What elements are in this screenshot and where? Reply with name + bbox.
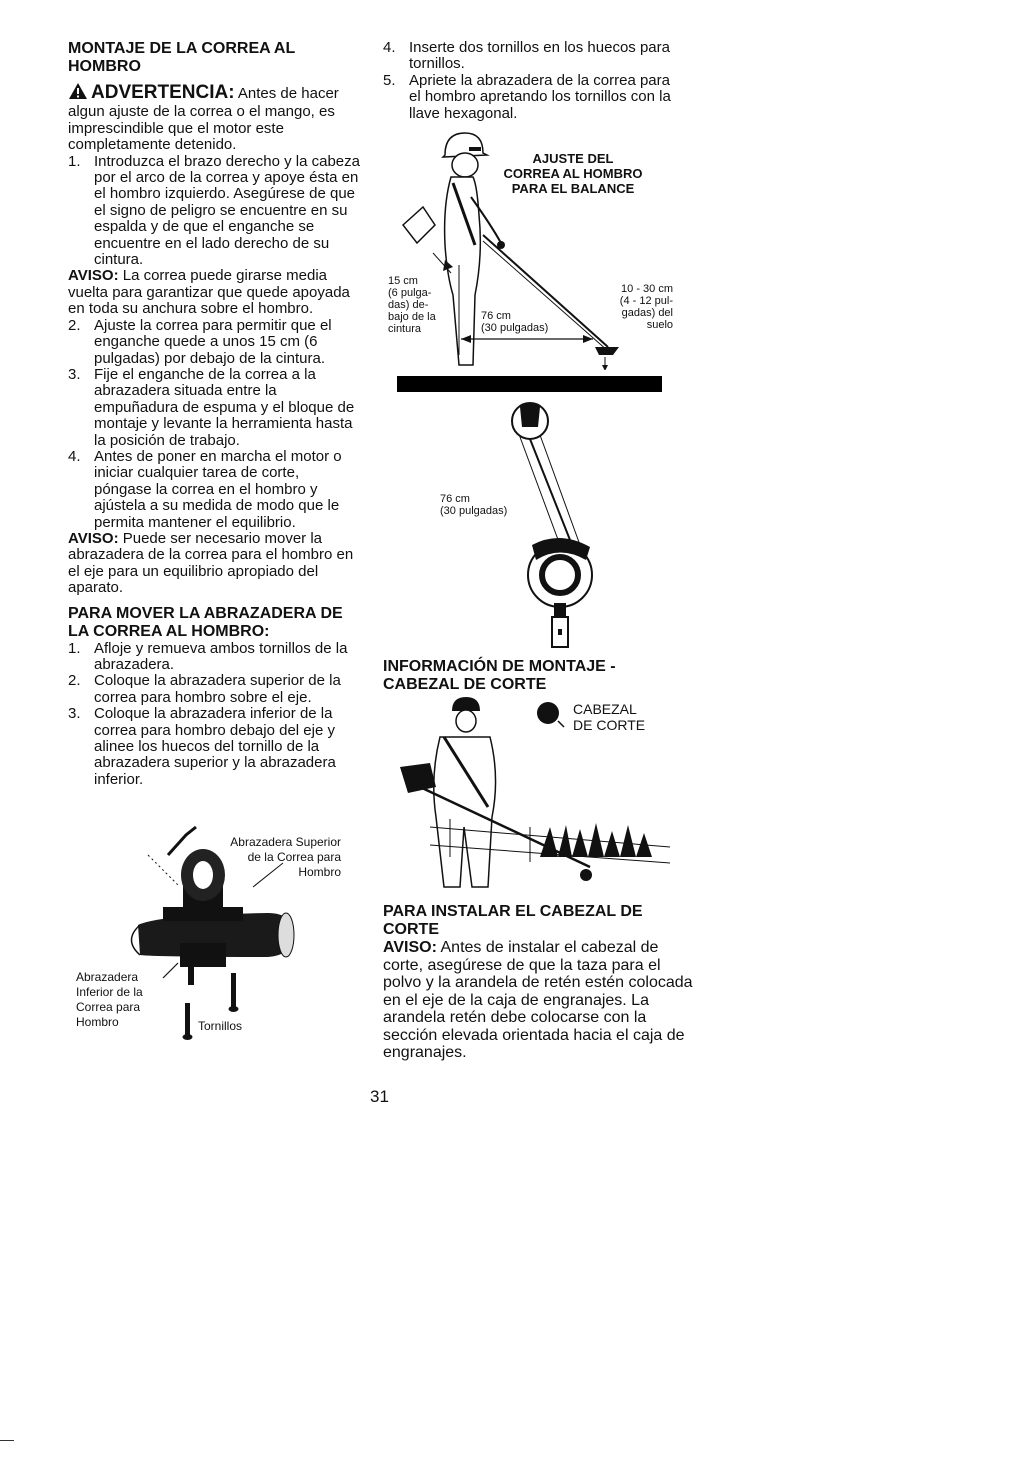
aviso-paragraph-1: AVISO: La correa puede girarse media vuelta para garantizar que quede apoyada en toda su anchura sobre el hombro. [68, 267, 350, 318]
left-column [68, 40, 360, 788]
warning-title: ADVERTENCIA: [91, 82, 235, 103]
section-title-shoulder-strap: MONTAJE DE LA CORREA AL HOMBRO [68, 40, 295, 75]
balance-figure [383, 125, 683, 370]
clamp-figure [68, 815, 368, 1040]
length-label: 76 cm (30 pulgadas) [481, 310, 549, 334]
subtitle-move-clamp: PARA MOVER LA ABRAZADERA DE LA CORREA AL HOMBRO: [68, 604, 343, 640]
waist-label: 15 cm (6 pulga- das) de- bajo de la cintura [388, 275, 436, 335]
cutting-head-label: CABEZAL DE CORTE [573, 701, 646, 733]
list-item: 5. Apriete la abrazadera de la correa para el hombro apretando los tornillos con la llave hexagonal. [383, 71, 671, 122]
tool-length-figure [440, 395, 640, 653]
list-item: 2. Ajuste la correa para permitir que el enganche quede a unos 15 cm (6 pulgadas) por debajo de la cintura. [68, 316, 332, 367]
page-number: 31 [370, 1087, 389, 1106]
screws-label: Tornillos [198, 1019, 243, 1033]
warning-paragraph [68, 82, 360, 154]
install-aviso: AVISO: Antes de instalar el cabezal de corte, asegúrese de que la taza para el polvo y la arandela de retén estén colocada en el eje de la caja de engranajes. La arandela retén debe colocarse con la sección elevada orientada hacia el caja de engranajes. [383, 939, 693, 1061]
aviso-label: AVISO: [383, 939, 437, 956]
steps-list-3 [68, 641, 360, 789]
list-item: 3. Fije el enganche de la correa a la abrazadera situada entre la empuñadura de espuma y el bloque de montaje y levante la herramienta hasta la posición de trabajo. [68, 365, 355, 449]
aviso-paragraph-2: AVISO: Puede ser necesario mover la abrazadera de la correa para el hombro en el eje para un equilibrio apropiado del aparato. [68, 529, 354, 597]
cutting-head-figure [400, 697, 680, 897]
right-column-steps [383, 40, 683, 122]
section-title-info: INFORMACIÓN DE MONTAJE - CABEZAL DE CORTE [383, 658, 616, 693]
aviso-label: AVISO: [68, 529, 119, 547]
section-title-install: PARA INSTALAR EL CABEZAL DE CORTE [383, 903, 643, 938]
warning-triangle-icon [68, 82, 88, 104]
list-item: 1. Introduzca el brazo derecho y la cabeza por el arco de la correa y apoye ésta en el hombro izquierdo. Asegúrese de que el signo de peligro se encuentre en su espalda y de que el enganche se encuentre en el lado derecho de su cintura. [68, 152, 360, 269]
divider-bar [397, 376, 662, 392]
balance-figure-title: AJUSTE DEL CORREA AL HOMBRO PARA EL BALANCE [503, 151, 643, 196]
corner-mark [0, 1440, 14, 1441]
warning-text: Antes de hacer algun ajuste de la correa o el mango, es imprescindible que el motor este completamente detenido. [68, 85, 339, 154]
list-item: 3. Coloque la abrazadera inferior de la correa para hombro debajo del eje y alinee los huecos del tornillo de la abrazadera superior y la abrazadera inferior. [68, 705, 336, 788]
ground-clearance-label: 10 - 30 cm (4 - 12 pul- gadas) del suelo [619, 283, 673, 331]
list-item: 1. Afloje y remueva ambos tornillos de la abrazadera. [68, 639, 348, 673]
install-section [383, 903, 698, 1062]
tool-length-label: 76 cm (30 pulgadas) [440, 493, 508, 517]
list-item: 4. Inserte dos tornillos en los huecos para tornillos. [383, 39, 670, 73]
lower-clamp-label: Abrazadera Inferior de la Correa para Hombro [76, 970, 143, 1029]
trimmer-top-view-illustration [440, 395, 640, 653]
list-item: 4. Antes de poner en marcha el motor o iniciar cualquier tarea de corte, póngase la correa en el hombro y ajústela a su medida de modo que le permita mantener el equilibrio. [68, 447, 342, 531]
steps-list-1 [68, 154, 360, 269]
steps-list-4 [383, 40, 683, 122]
list-item: 2. Coloque la abrazadera superior de la correa para hombro sobre el eje. [68, 672, 341, 706]
aviso-label: AVISO: [68, 267, 119, 285]
steps-list-2 [68, 318, 360, 531]
upper-clamp-label: Abrazadera Superior de la Correa para Hombro [230, 835, 341, 879]
